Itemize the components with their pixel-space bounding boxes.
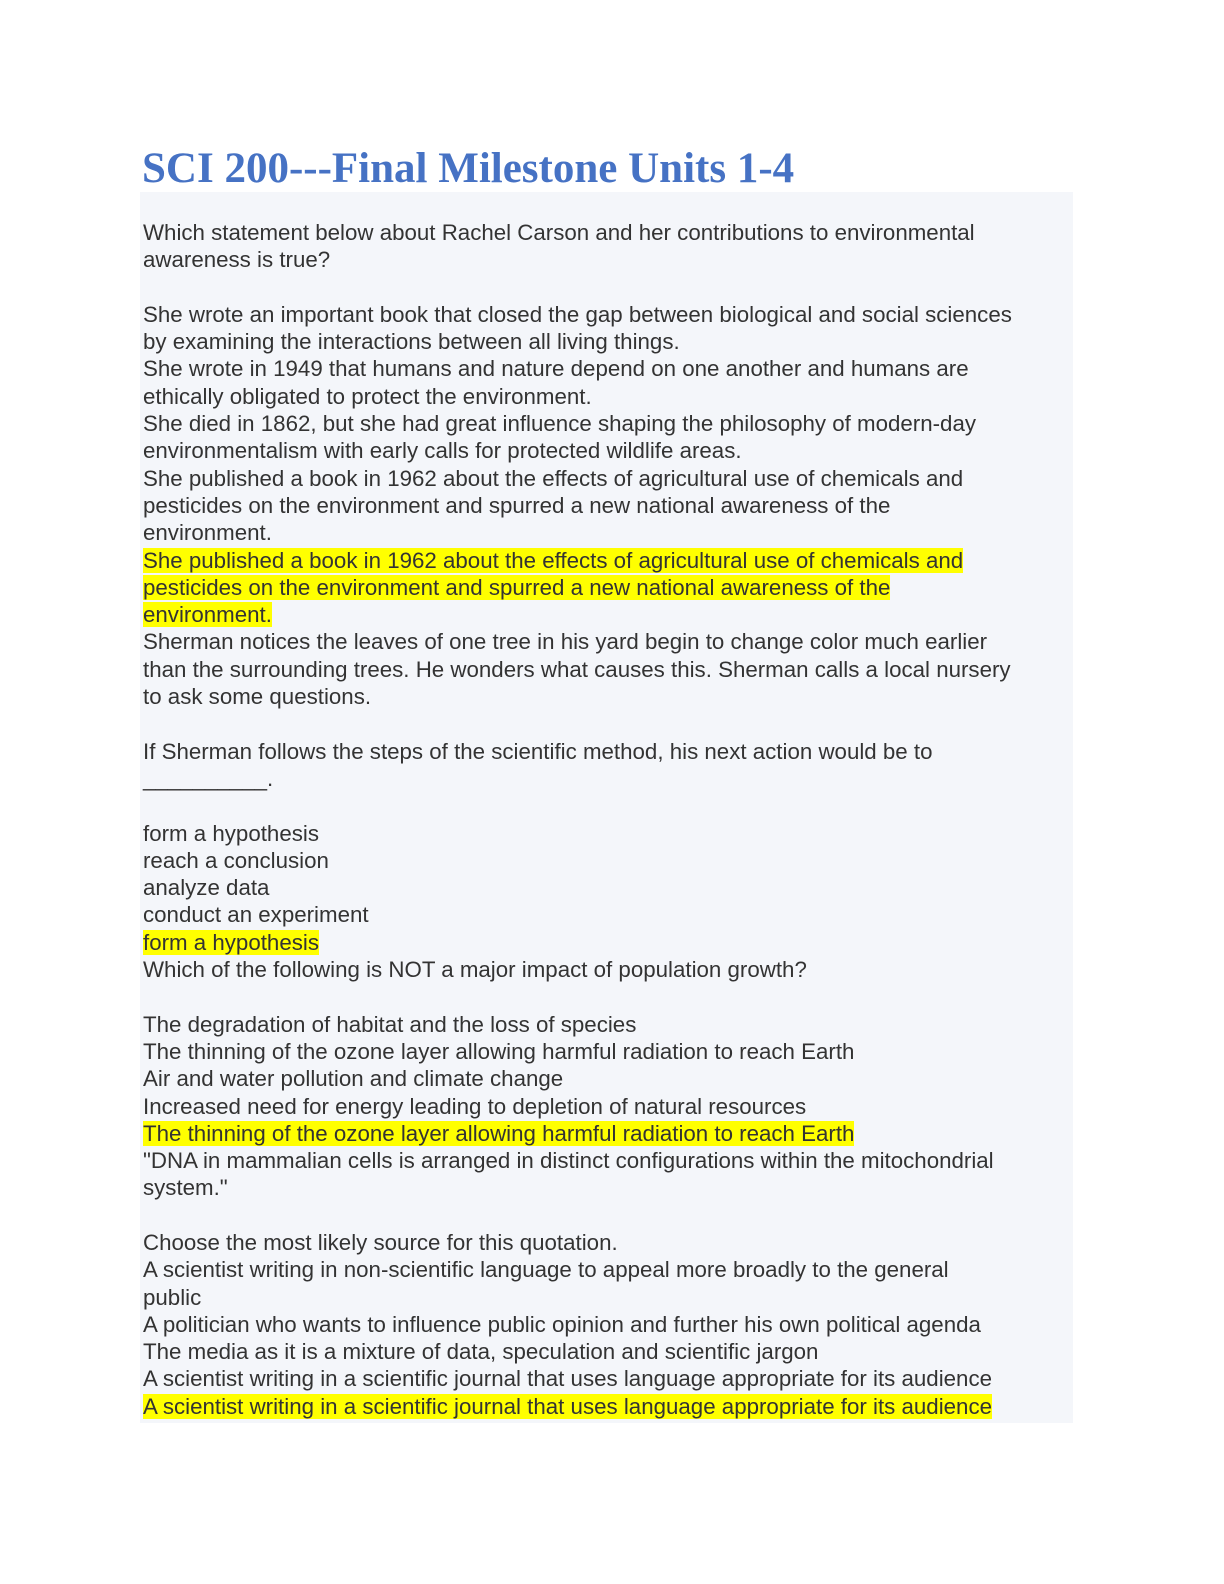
question-prompt-line: than the surrounding trees. He wonders what causes this. Sherman calls a local nursery — [143, 656, 1011, 682]
question-prompt-line: system." — [143, 1175, 228, 1201]
answer-option-line: The thinning of the ozone layer allowing harmful radiation to reach Earth — [143, 1038, 855, 1064]
question-prompt-line: __________. — [143, 765, 274, 791]
highlighted-answer: pesticides on the environment and spurred a new national awareness of the — [143, 574, 891, 600]
question-1 — [143, 219, 1073, 628]
answer-option-line: A politician who wants to influence public opinion and further his own political agenda — [143, 1311, 981, 1337]
question-prompt-line: awareness is true? — [143, 247, 331, 273]
question-prompt-line: Choose the most likely source for this quotation. — [143, 1229, 618, 1255]
page-title: SCI 200---Final Milestone Units 1-4 — [142, 145, 795, 192]
question-3 — [143, 956, 1073, 1147]
answer-option-line: She published a book in 1962 about the effects of agricultural use of chemicals and — [143, 465, 964, 491]
question-prompt-line: Which of the following is NOT a major impact of population growth? — [143, 957, 807, 983]
answer-option-line: Increased need for energy leading to depletion of natural resources — [143, 1093, 807, 1119]
answer-option-line: She wrote in 1949 that humans and nature depend on one another and humans are — [143, 356, 969, 382]
question-prompt-line: If Sherman follows the steps of the scientific method, his next action would be to — [143, 738, 933, 764]
question-prompt-line: Which statement below about Rachel Carson and her contributions to environmental — [143, 220, 975, 245]
answer-option-line: environmentalism with early calls for protected wildlife areas. — [143, 438, 742, 464]
highlighted-answer: She published a book in 1962 about the effects of agricultural use of chemicals and — [143, 547, 964, 573]
answer-option-line: Air and water pollution and climate change — [143, 1066, 564, 1092]
answer-option-line: pesticides on the environment and spurred a new national awareness of the — [143, 492, 891, 518]
answer-option-line: A scientist writing in a scientific journal that uses language appropriate for its audience — [143, 1366, 993, 1392]
highlighted-answer: A scientist writing in a scientific journal that uses language appropriate for its audience — [143, 1393, 993, 1419]
answer-option-line: analyze data — [143, 875, 270, 901]
answer-option-line: ethically obligated to protect the environment. — [143, 383, 592, 409]
answer-option-line: reach a conclusion — [143, 847, 329, 873]
question-prompt-line: "DNA in mammalian cells is arranged in distinct configurations within the mitochondrial — [143, 1148, 994, 1174]
highlighted-answer: environment. — [143, 602, 272, 628]
highlighted-answer: form a hypothesis — [143, 929, 319, 955]
answer-option-line: environment. — [143, 520, 272, 546]
answer-option-line: form a hypothesis — [143, 820, 319, 846]
answer-option-line: public — [143, 1284, 202, 1310]
question-2 — [143, 628, 1073, 956]
question-prompt-line: to ask some questions. — [143, 684, 372, 710]
answer-option-line: A scientist writing in non-scientific language to appeal more broadly to the general — [143, 1257, 949, 1283]
answer-option-line: The degradation of habitat and the loss of species — [143, 1011, 637, 1037]
question-list — [143, 219, 1073, 1420]
answer-option-line: conduct an experiment — [143, 902, 369, 928]
highlighted-answer: The thinning of the ozone layer allowing harmful radiation to reach Earth — [143, 1120, 855, 1146]
question-prompt-line: Sherman notices the leaves of one tree in his yard begin to change color much earlier — [143, 629, 988, 655]
question-4 — [143, 1147, 1073, 1420]
answer-option-line: She died in 1862, but she had great influence shaping the philosophy of modern-day — [143, 411, 977, 437]
answer-option-line: She wrote an important book that closed the gap between biological and social sciences — [143, 301, 1012, 327]
answer-option-line: The media as it is a mixture of data, speculation and scientific jargon — [143, 1339, 819, 1365]
answer-option-line: by examining the interactions between all living things. — [143, 329, 680, 355]
